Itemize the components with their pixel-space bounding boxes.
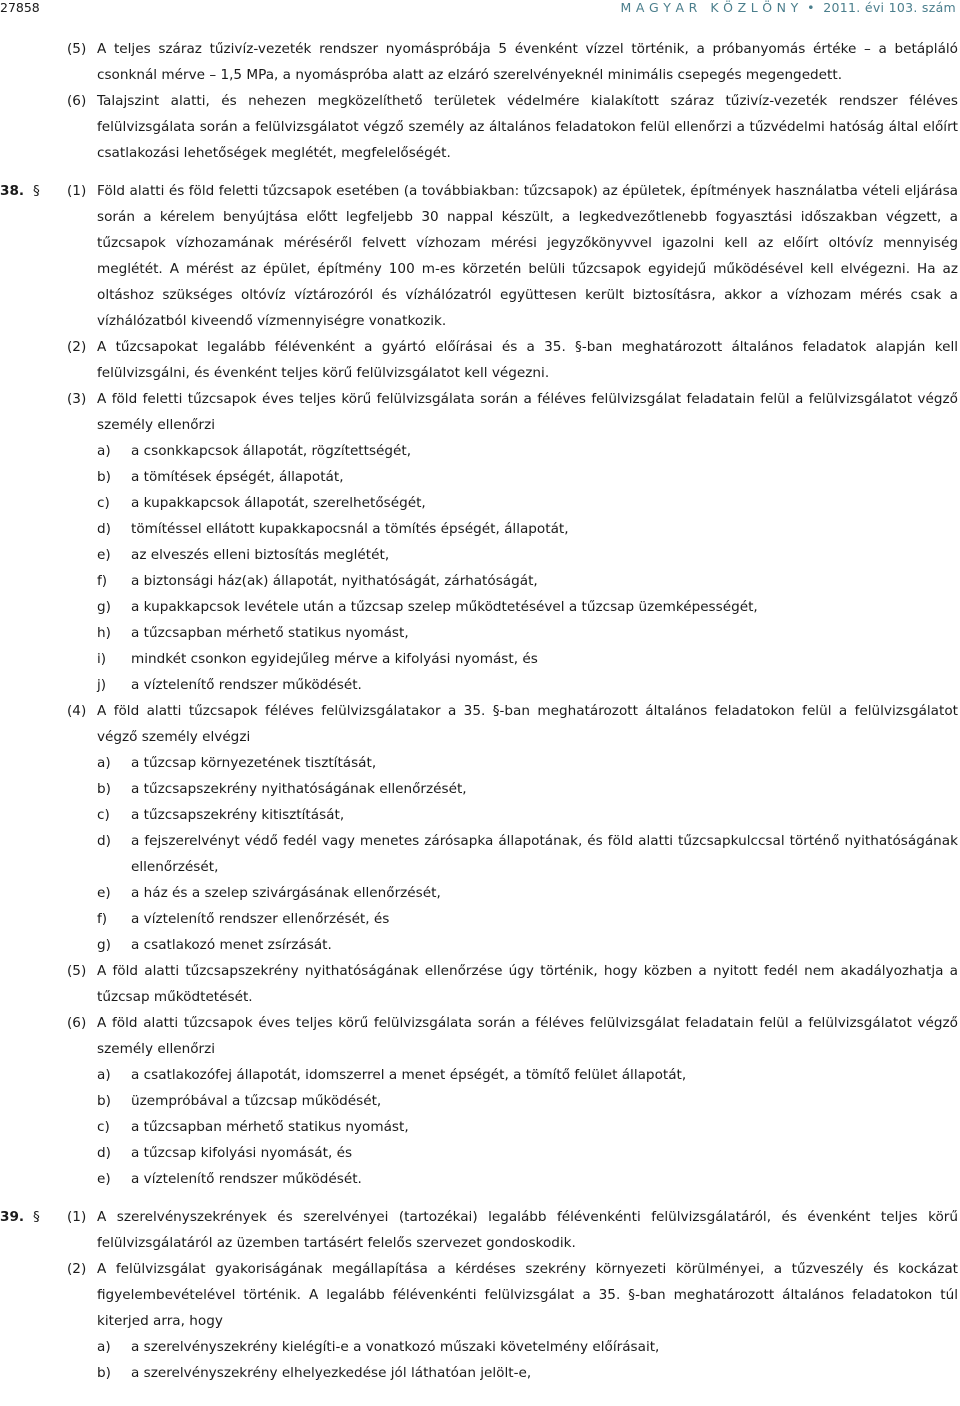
list-item bbox=[97, 906, 960, 932]
item-text: a víztelenítő rendszer működését. bbox=[131, 1171, 362, 1187]
item-text: a tűzcsap kifolyási nyomását, és bbox=[131, 1145, 353, 1161]
item-label: e) bbox=[97, 547, 111, 563]
list-item bbox=[97, 1088, 960, 1114]
paragraph-number: (4) bbox=[67, 703, 87, 719]
list-item bbox=[97, 568, 960, 594]
item-text: a csatlakozófej állapotát, idomszerrel a menet épségét, a tömítő felület állapotát, bbox=[131, 1067, 687, 1083]
item-text: a víztelenítő rendszer ellenőrzését, és bbox=[131, 911, 390, 927]
item-label: c) bbox=[97, 807, 110, 823]
paragraph-number: (1) bbox=[67, 183, 87, 199]
item-label: b) bbox=[97, 781, 111, 797]
section-39 bbox=[0, 1204, 960, 1386]
item-label: a) bbox=[97, 755, 111, 771]
list-item bbox=[97, 828, 960, 880]
item-label: g) bbox=[97, 937, 111, 953]
list-item bbox=[97, 880, 960, 906]
item-label: d) bbox=[97, 1145, 111, 1161]
list-item bbox=[97, 1334, 960, 1360]
paragraph-text: A szerelvényszekrények és szerelvényei (tartozékai) legalább félévenkénti felülvizsgálatáról, és évenként teljes körű felülvizsgálatáról az üzemben tartásért felelős szervezet gondoskodik. bbox=[97, 1209, 958, 1251]
item-label: j) bbox=[97, 677, 107, 693]
item-label: f) bbox=[97, 911, 108, 927]
list-item bbox=[97, 464, 960, 490]
item-text: a tűzcsap környezetének tisztítását, bbox=[131, 755, 377, 771]
item-text: a biztonsági ház(ak) állapotát, nyithatóságát, zárhatóságát, bbox=[131, 573, 538, 589]
item-text: a ház és a szelep szivárgásának ellenőrzését, bbox=[131, 885, 441, 901]
paragraph-number: (5) bbox=[67, 963, 87, 979]
item-label: d) bbox=[97, 833, 111, 849]
paragraph-38-1 bbox=[0, 178, 960, 334]
item-text: az elveszés elleni biztosítás meglétét, bbox=[131, 547, 390, 563]
item-text: a fejszerelvényt védő fedél vagy menetes zárósapka állapotának, és föld alatti tűzcsapkulccsal történő nyithatóságának ellenőrzését, bbox=[131, 833, 958, 875]
paragraph-39-2 bbox=[0, 1256, 960, 1334]
paragraph-text: A teljes száraz tűzivíz-vezeték rendszer nyomáspróbája 5 évenként vízzel történik, a próbanyomás értéke – a betápláló csonknál mérve – 1,5 MPa, a nyomáspróba alatt az elzáró szerelvényeknél minimális csepegés megengedett. bbox=[97, 41, 958, 83]
paragraph-number: (6) bbox=[67, 1015, 87, 1031]
section-symbol: § bbox=[33, 183, 40, 199]
section-38 bbox=[0, 178, 960, 1192]
item-text: a szerelvényszekrény elhelyezkedése jól láthatóan jelölt-e, bbox=[131, 1365, 532, 1381]
list-item bbox=[97, 438, 960, 464]
list-item bbox=[97, 1166, 960, 1192]
list-item bbox=[97, 542, 960, 568]
item-text: a víztelenítő rendszer működését. bbox=[131, 677, 362, 693]
paragraph-text: Föld alatti és föld feletti tűzcsapok esetében (a továbbiakban: tűzcsapok) az épületek, építmények használatba vételi eljárása során a kérelem benyújtása előtt legfeljebb 30 nappal készült, a legkedvezőtlenebb fogyasztási időszakban végzett, a tűzcsapok vízhozamának méréséről felvett vízhozam mérési jegyzőkönyvvel igazolni kell az előírt oltóvíz mennyiség meglétét. A mérést az épület, építmény 100 m-es körzetén belüli tűzcsapok egyidejű működésével kell elvégezni. Ha az oltáshoz szükséges oltóvíz víztározóról és vízhálózatról együttesen került biztosításra, akkor a vízhozam mérés csak a vízhálózatból kiveendő vízmennyiségre vonatkozik. bbox=[97, 183, 958, 329]
item-text: a tűzcsapban mérhető statikus nyomást, bbox=[131, 1119, 409, 1135]
paragraph-number: (1) bbox=[67, 1209, 87, 1225]
paragraph-38-4 bbox=[0, 698, 960, 750]
paragraph-38-3 bbox=[0, 386, 960, 438]
item-text: a csatlakozó menet zsírzását. bbox=[131, 937, 332, 953]
item-label: b) bbox=[97, 1093, 111, 1109]
item-text: üzempróbával a tűzcsap működését, bbox=[131, 1093, 382, 1109]
list-item bbox=[97, 1140, 960, 1166]
running-head: M A G Y A R K Ö Z L Ö N Y • 2011. évi 103. szám bbox=[620, 0, 956, 15]
item-text: a kupakkapcsok levétele után a tűzcsap szelep működtetésével a tűzcsap üzemképességét, bbox=[131, 599, 758, 615]
list-item bbox=[97, 490, 960, 516]
paragraph-text: Talajszint alatti, és nehezen megközelíthető területek védelmére kialakított száraz tűzivíz-vezeték rendszer féléves felülvizsgálata során a felülvizsgálatot végző személy az általános feladatokon felül ellenőrzi a tűzvédelmi hatóság által előírt csatlakozási lehetőségek meglétét, megfelelőségét. bbox=[97, 93, 958, 161]
item-label: h) bbox=[97, 625, 111, 641]
paragraph-number: (2) bbox=[67, 339, 87, 355]
paragraph-number: (3) bbox=[67, 391, 87, 407]
item-label: d) bbox=[97, 521, 111, 537]
paragraph-38-2 bbox=[0, 334, 960, 386]
paragraph-38-6 bbox=[0, 1010, 960, 1062]
paragraph-text: A föld feletti tűzcsapok éves teljes körű felülvizsgálata során a féléves felülvizsgálat feladatain felül a felülvizsgálatot végző személy ellenőrzi bbox=[97, 391, 958, 433]
item-label: e) bbox=[97, 885, 111, 901]
list-item bbox=[97, 516, 960, 542]
paragraph-number: (2) bbox=[67, 1261, 87, 1277]
paragraph-text: A föld alatti tűzcsapszekrény nyithatóságának ellenőrzése úgy történik, hogy közben a nyitott fedél nem akadályozhatja a tűzcsap működtetését. bbox=[97, 963, 958, 1005]
item-label: a) bbox=[97, 443, 111, 459]
list-item bbox=[97, 672, 960, 698]
list-item bbox=[97, 1114, 960, 1140]
item-label: b) bbox=[97, 469, 111, 485]
paragraph-37-6 bbox=[0, 88, 960, 166]
item-label: c) bbox=[97, 495, 110, 511]
paragraph-number: (6) bbox=[67, 93, 87, 109]
list-item bbox=[97, 932, 960, 958]
item-label: b) bbox=[97, 1365, 111, 1381]
item-text: a szerelvényszekrény kielégíti-e a vonatkozó műszaki követelmény előírásait, bbox=[131, 1339, 660, 1355]
item-label: c) bbox=[97, 1119, 110, 1135]
item-label: e) bbox=[97, 1171, 111, 1187]
list-item bbox=[97, 1360, 960, 1386]
list-item bbox=[97, 1062, 960, 1088]
page-header bbox=[0, 0, 960, 16]
paragraph-text: A felülvizsgálat gyakoriságának megállapítása a kérdéses szekrény környezeti körülményei, a tűzveszély és kockázat figyelembevételével történik. A legalább félévenkénti felülvizsgálat a 35. §-ban meghatározott általános feladatokon túl kiterjed arra, hogy bbox=[97, 1261, 958, 1329]
paragraph-37-5 bbox=[0, 36, 960, 88]
paragraph-text: A tűzcsapokat legalább félévenként a gyártó előírásai és a 35. §-ban meghatározott általános feladatok alapján kell felülvizsgálni, és évenként teljes körű felülvizsgálatot kell végezni. bbox=[97, 339, 958, 381]
section-number: 39. bbox=[0, 1209, 25, 1225]
item-text: a tömítések épségét, állapotát, bbox=[131, 469, 344, 485]
item-label: a) bbox=[97, 1339, 111, 1355]
list-item bbox=[97, 594, 960, 620]
paragraph-38-5 bbox=[0, 958, 960, 1010]
item-label: a) bbox=[97, 1067, 111, 1083]
list-39-2 bbox=[0, 1334, 960, 1386]
paragraph-39-1 bbox=[0, 1204, 960, 1256]
item-text: tömítéssel ellátott kupakkapocsnál a tömítés épségét, állapotát, bbox=[131, 521, 569, 537]
list-item bbox=[97, 750, 960, 776]
item-label: g) bbox=[97, 599, 111, 615]
section-number: 38. bbox=[0, 183, 25, 199]
page-number: 27858 bbox=[0, 0, 40, 15]
list-item bbox=[97, 776, 960, 802]
list-38-6 bbox=[0, 1062, 960, 1192]
item-label: i) bbox=[97, 651, 107, 667]
list-item bbox=[97, 802, 960, 828]
item-text: a tűzcsapszekrény kitisztítását, bbox=[131, 807, 345, 823]
list-item bbox=[97, 646, 960, 672]
paragraph-text: A föld alatti tűzcsapok éves teljes körű felülvizsgálata során a féléves felülvizsgálat feladatain felül a felülvizsgálatot végző személy ellenőrzi bbox=[97, 1015, 958, 1057]
list-item bbox=[97, 620, 960, 646]
item-text: a kupakkapcsok állapotát, szerelhetőségét, bbox=[131, 495, 426, 511]
paragraph-text: A föld alatti tűzcsapok féléves felülvizsgálatakor a 35. §-ban meghatározott általános feladatokon felül a felülvizsgálatot végző személy elvégzi bbox=[97, 703, 958, 745]
item-text: a tűzcsapban mérhető statikus nyomást, bbox=[131, 625, 409, 641]
list-38-4 bbox=[0, 750, 960, 958]
list-38-3 bbox=[0, 438, 960, 698]
document-body bbox=[0, 36, 960, 1386]
section-symbol: § bbox=[33, 1209, 40, 1225]
item-label: f) bbox=[97, 573, 108, 589]
item-text: a tűzcsapszekrény nyithatóságának ellenőrzését, bbox=[131, 781, 467, 797]
paragraph-number: (5) bbox=[67, 41, 87, 57]
item-text: mindkét csonkon egyidejűleg mérve a kifolyási nyomást, és bbox=[131, 651, 538, 667]
item-text: a csonkkapcsok állapotát, rögzítettségét, bbox=[131, 443, 412, 459]
